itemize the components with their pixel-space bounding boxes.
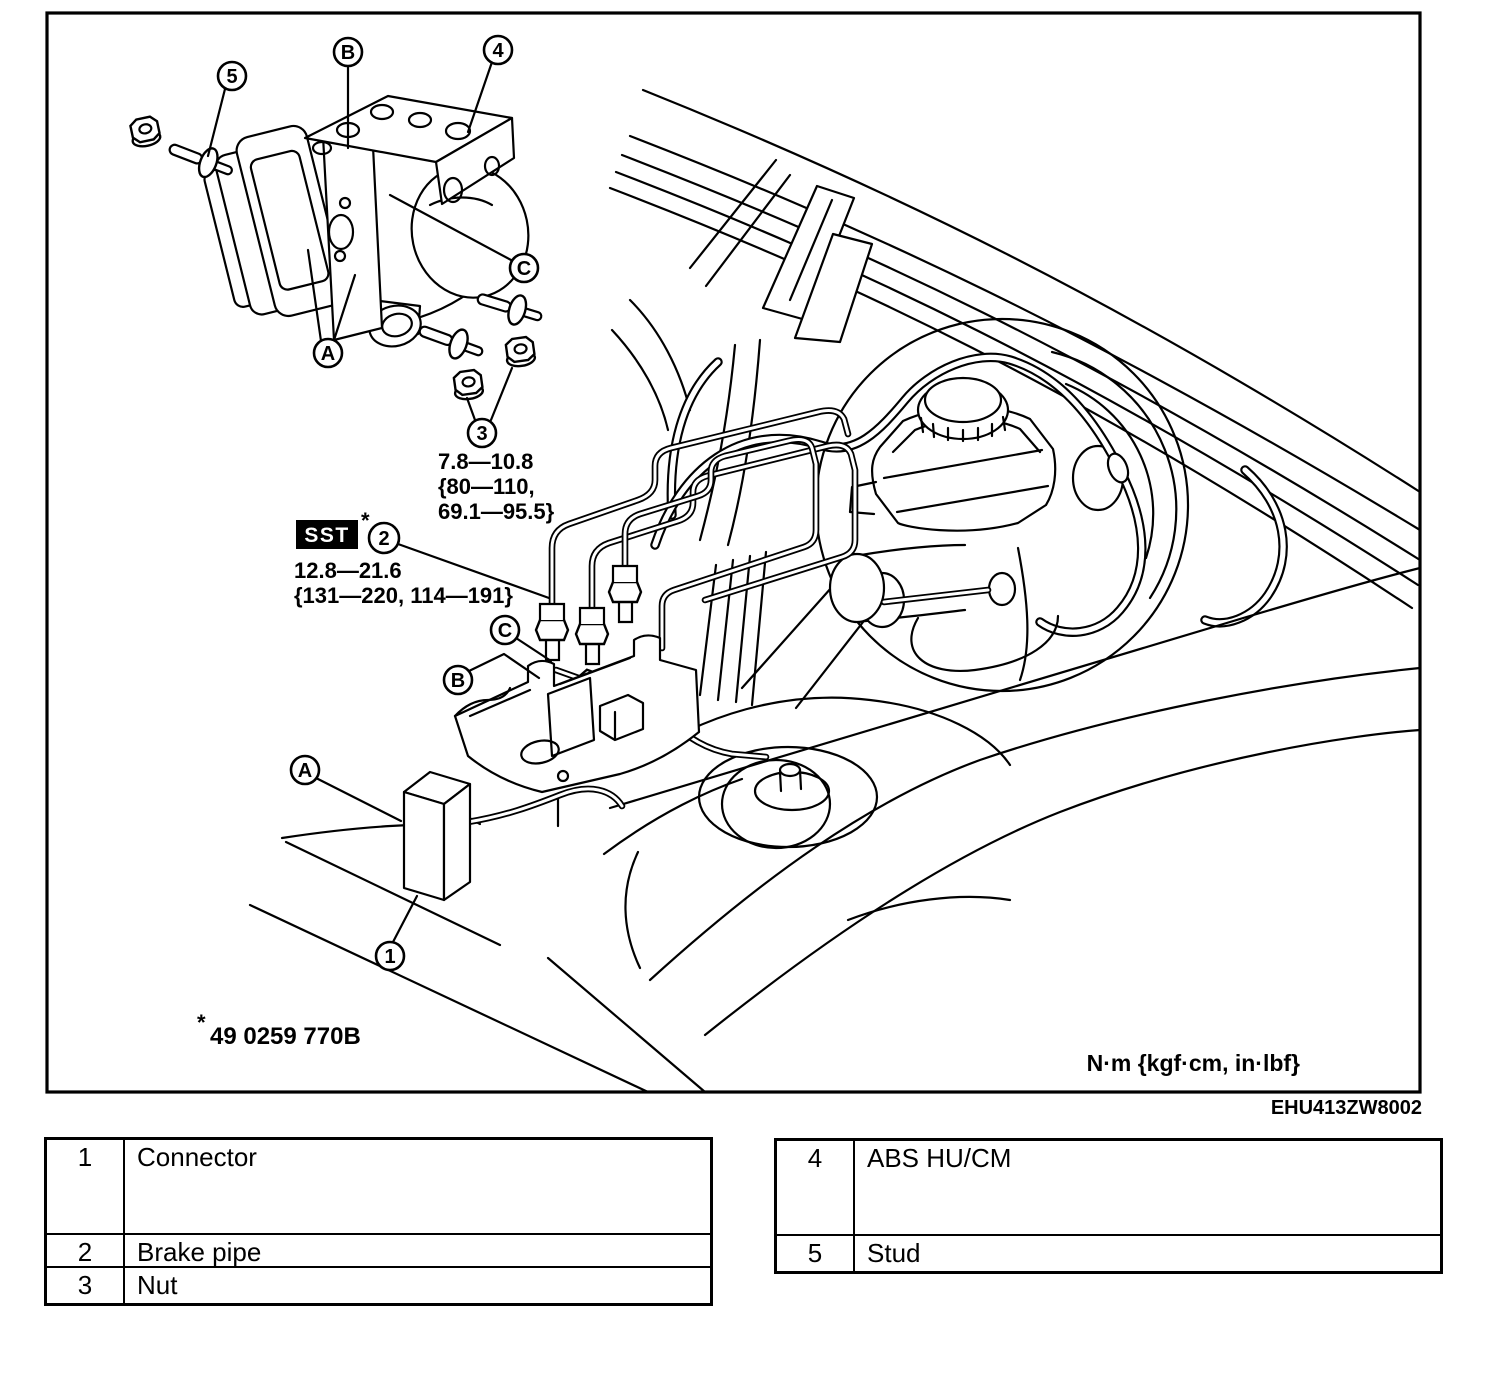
callout-a-connector	[291, 756, 319, 784]
legend-item-number: 2	[47, 1235, 125, 1266]
legend-item-number: 4	[777, 1141, 855, 1234]
callout-2-label: 2	[378, 528, 390, 550]
callout-3	[468, 419, 496, 447]
footnote-asterisk: *	[197, 1010, 206, 1035]
nut-part	[452, 369, 484, 401]
callout-b-bracket	[444, 666, 472, 694]
table-row	[777, 1234, 1440, 1271]
torque-pipe-line2: {131—220, 114—191}	[294, 583, 513, 608]
legend-item-name: Brake pipe	[137, 1237, 262, 1267]
sst-asterisk: *	[361, 508, 370, 533]
callout-5-label: 5	[226, 66, 238, 88]
legend-item-name: Stud	[867, 1238, 921, 1268]
table-row	[47, 1266, 710, 1303]
legend-item-number: 1	[47, 1140, 125, 1233]
legend-item-number: 5	[777, 1236, 855, 1271]
nut-part	[504, 336, 536, 368]
legend-item-name: ABS HU/CM	[867, 1143, 1012, 1173]
callout-a-label: A	[320, 343, 336, 365]
figure-code: EHU413ZW8002	[1270, 1097, 1422, 1119]
legend-table-right	[774, 1138, 1443, 1274]
callout-c-label: C	[516, 258, 532, 280]
legend-table-left	[44, 1137, 713, 1306]
torque-nut-line3: 69.1—95.5}	[438, 499, 555, 524]
callout-2	[369, 523, 399, 553]
callout-c-label: C	[497, 620, 513, 642]
callout-3-label: 3	[476, 423, 488, 445]
legend-item-name: Connector	[137, 1142, 257, 1172]
torque-pipe-line1: 12.8—21.6	[294, 558, 402, 583]
callout-b-label: B	[450, 670, 466, 692]
callout-a-unit	[314, 339, 342, 367]
callout-1	[376, 942, 404, 970]
callout-1-label: 1	[384, 946, 396, 968]
units-note: N·m {kgf·cm, in·lbf}	[1086, 1050, 1300, 1076]
callout-c-unit	[510, 254, 538, 282]
callout-4-label: 4	[492, 40, 504, 62]
legend-item-number: 3	[47, 1268, 125, 1303]
reservoir-cap	[918, 378, 1008, 441]
callout-a-label: A	[297, 760, 313, 782]
torque-nut-line1: 7.8—10.8	[438, 449, 534, 474]
callout-b-unit	[334, 38, 362, 66]
table-row	[777, 1141, 1440, 1234]
callout-b-label: B	[340, 42, 356, 64]
table-row	[47, 1233, 710, 1266]
legend-item-name: Nut	[137, 1270, 178, 1300]
sst-label: SST	[304, 524, 350, 547]
callout-4	[484, 36, 512, 64]
torque-nut-line2: {80—110,	[438, 474, 535, 499]
table-row	[47, 1140, 710, 1233]
footnote-part-number: 49 0259 770B	[210, 1023, 361, 1050]
callout-5	[218, 62, 246, 90]
callout-c-bracket	[491, 616, 519, 644]
